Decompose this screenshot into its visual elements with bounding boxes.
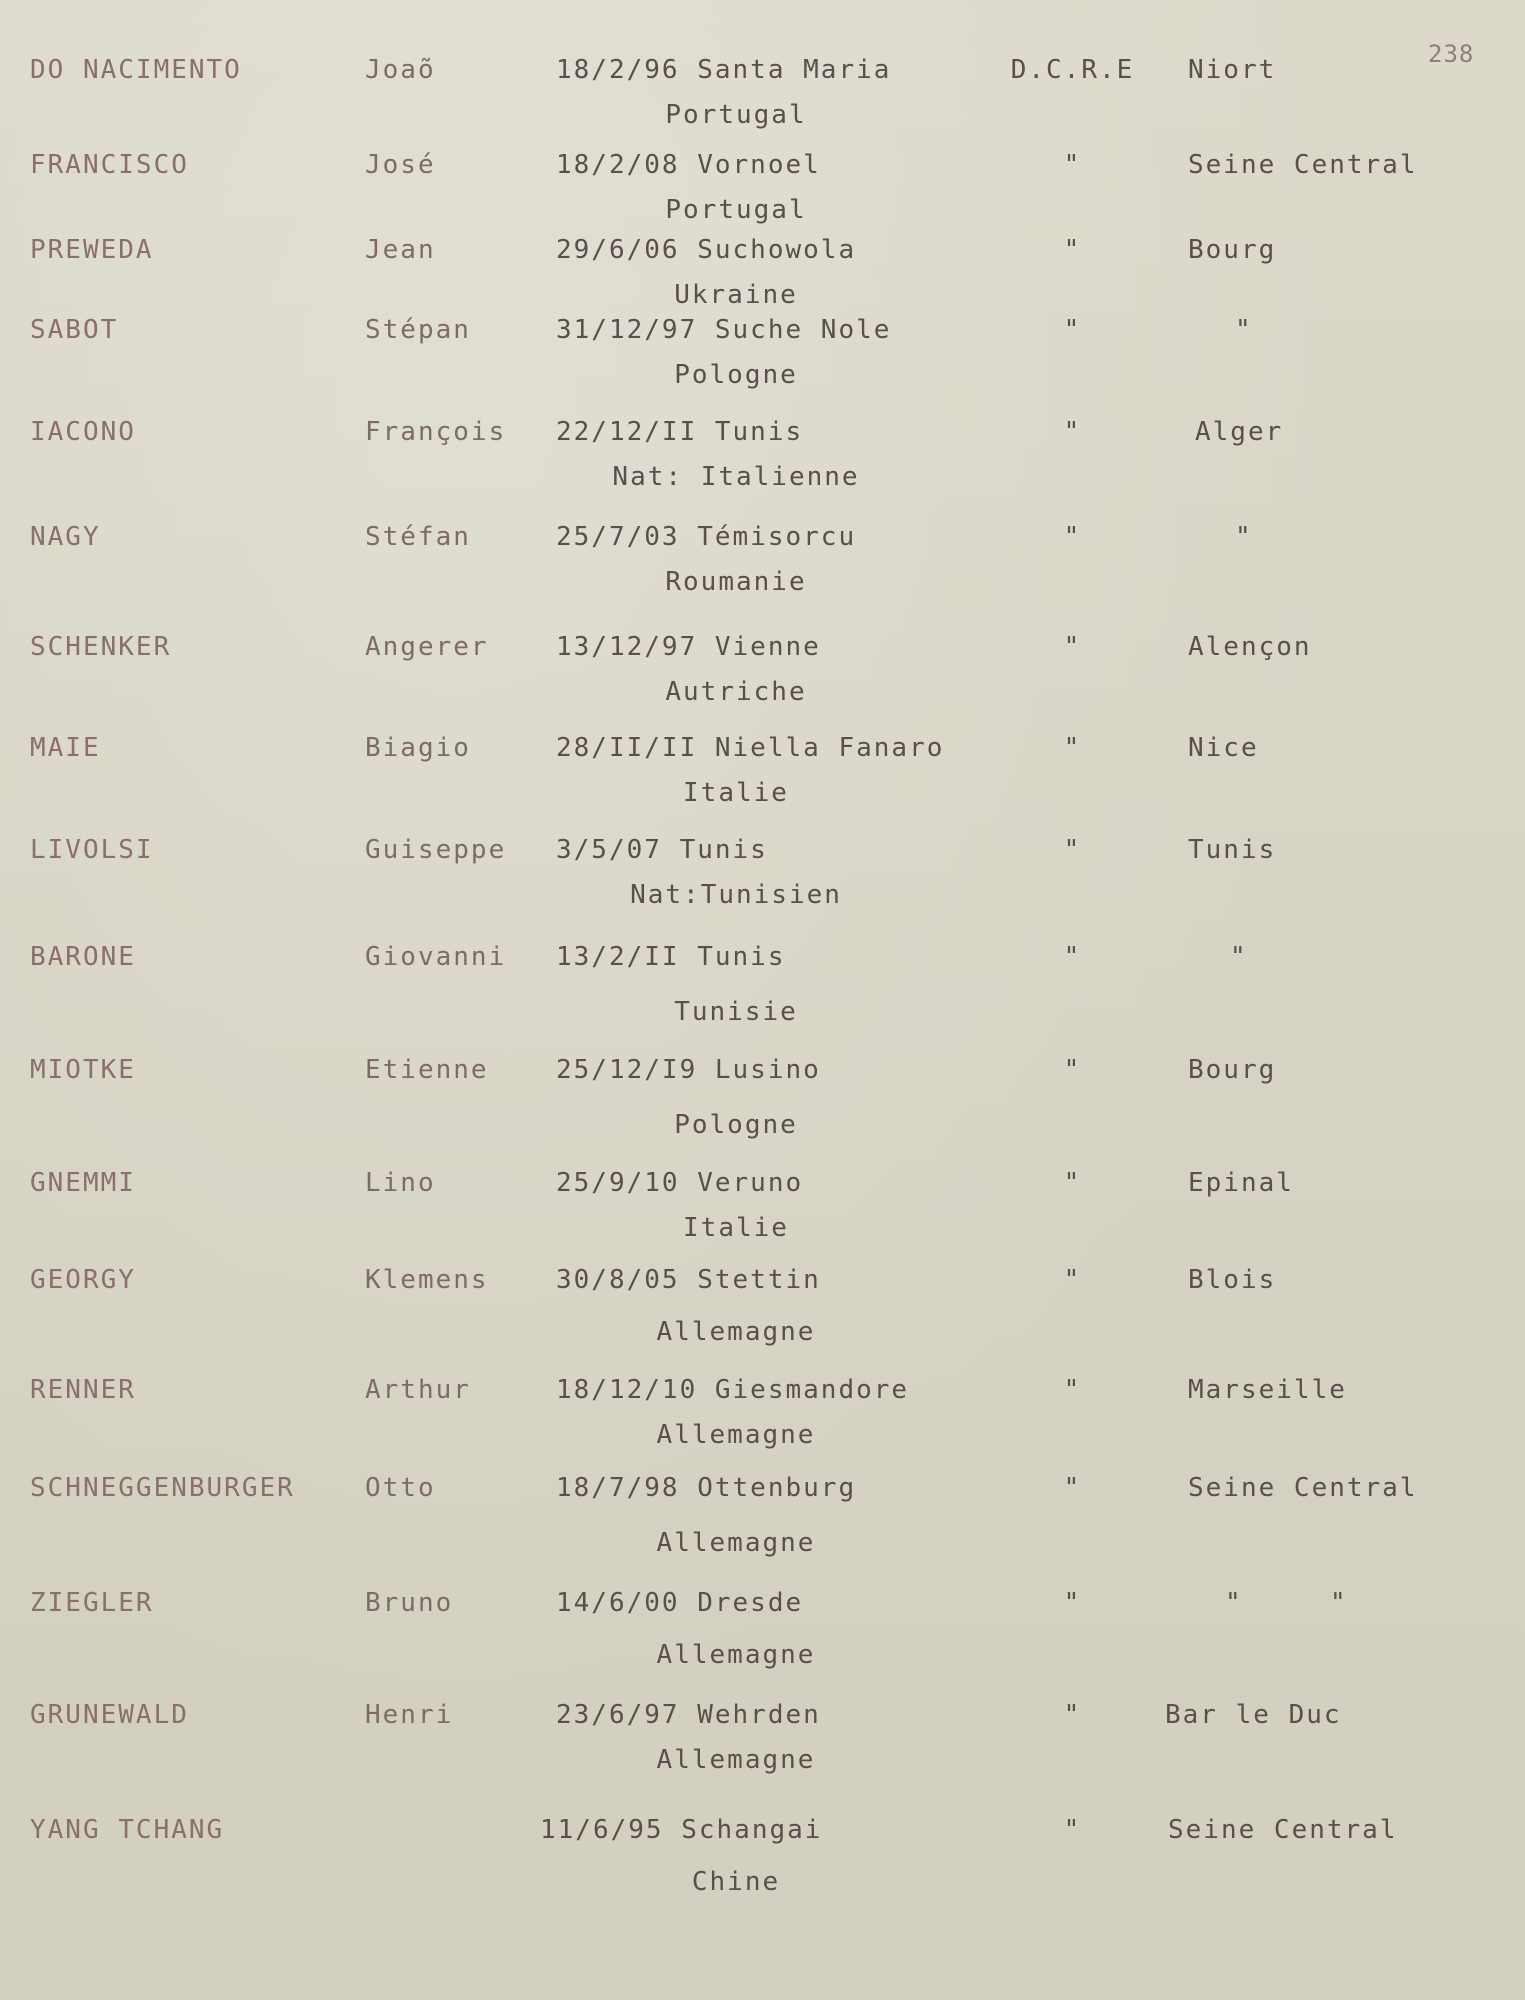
first-name: Giovanni (365, 942, 507, 972)
destination: Alençon (1188, 632, 1312, 662)
nationality: Allemagne (656, 1528, 816, 1558)
surname: GRUNEWALD (30, 1700, 189, 1730)
birth-date-place: 13/12/97 Vienne (556, 632, 821, 662)
birth-date-place: 25/7/03 Témisorcu (556, 522, 857, 552)
table-row (0, 1815, 1525, 1905)
service: D.C.R.E (1010, 55, 1135, 85)
surname: PREWEDA (30, 235, 154, 265)
table-row (0, 235, 1525, 325)
service: " (1063, 1265, 1082, 1295)
birth-date-place: 30/8/05 Stettin (556, 1265, 821, 1295)
nationality: Italie (683, 778, 789, 808)
first-name: Guiseppe (365, 835, 507, 865)
service: " (1063, 733, 1082, 763)
table-row (0, 55, 1525, 145)
destination: Nice (1188, 733, 1259, 763)
destination: Seine Central (1188, 1473, 1418, 1503)
service: " (1063, 1700, 1082, 1730)
birth-date-place: 18/12/10 Giesmandore (556, 1375, 910, 1405)
service: " (1063, 1055, 1082, 1085)
table-row (0, 1055, 1525, 1145)
birth-date-place: 18/2/08 Vornoel (556, 150, 821, 180)
nationality: Portugal (665, 195, 807, 225)
first-name: Bruno (365, 1588, 454, 1618)
surname: DO NACIMENTO (30, 55, 242, 85)
surname: MIOTKE (30, 1055, 136, 1085)
birth-date-place: 3/5/07 Tunis (556, 835, 768, 865)
first-name: François (365, 417, 507, 447)
birth-date-place: 22/12/II Tunis (556, 417, 804, 447)
service: " (1063, 522, 1082, 552)
service: " (1063, 835, 1082, 865)
surname: LIVOLSI (30, 835, 154, 865)
surname: NAGY (30, 522, 101, 552)
destination: " (1235, 522, 1253, 552)
table-row (0, 733, 1525, 823)
table-row (0, 1700, 1525, 1790)
surname: GEORGY (30, 1265, 136, 1295)
surname: SCHENKER (30, 632, 172, 662)
destination: Seine Central (1168, 1815, 1398, 1845)
birth-date-place: 25/9/10 Veruno (556, 1168, 804, 1198)
nationality: Allemagne (656, 1640, 816, 1670)
table-row (0, 632, 1525, 722)
service: " (1063, 235, 1082, 265)
nationality: Nat: Italienne (612, 462, 860, 492)
service: " (1063, 1168, 1082, 1198)
first-name: Jean (365, 235, 436, 265)
table-row (0, 315, 1525, 405)
birth-date-place: 11/6/95 Schangai (540, 1815, 823, 1845)
first-name: Stépan (365, 315, 471, 345)
nationality: Chine (691, 1867, 781, 1897)
surname: ZIEGLER (30, 1588, 154, 1618)
surname: BARONE (30, 942, 136, 972)
destination: Blois (1188, 1265, 1277, 1295)
destination: Seine Central (1188, 150, 1418, 180)
surname: YANG TCHANG (30, 1815, 225, 1845)
first-name: Stéfan (365, 522, 471, 552)
table-row (0, 1168, 1525, 1258)
nationality: Pologne (674, 1110, 798, 1140)
nationality: Portugal (665, 100, 807, 130)
table-row (0, 942, 1525, 1032)
destination: " (1230, 942, 1248, 972)
table-row (0, 1588, 1525, 1678)
surname: MAIE (30, 733, 101, 763)
birth-date-place: 14/6/00 Dresde (556, 1588, 804, 1618)
birth-date-place: 13/2/II Tunis (556, 942, 786, 972)
destination: Tunis (1188, 835, 1277, 865)
birth-date-place: 29/6/06 Suchowola (556, 235, 857, 265)
nationality: Allemagne (656, 1745, 816, 1775)
destination: " (1225, 1588, 1243, 1618)
surname: IACONO (30, 417, 136, 447)
service: " (1063, 150, 1082, 180)
destination: " (1235, 315, 1253, 345)
surname: GNEMMI (30, 1168, 136, 1198)
service: " (1063, 632, 1082, 662)
destination: Marseille (1188, 1375, 1347, 1405)
service: " (1063, 942, 1082, 972)
nationality: Ukraine (674, 280, 798, 310)
birth-date-place: 25/12/I9 Lusino (556, 1055, 821, 1085)
surname: FRANCISCO (30, 150, 189, 180)
first-name: Klemens (365, 1265, 489, 1295)
birth-date-place: 18/7/98 Ottenburg (556, 1473, 857, 1503)
page-number: 238 (1428, 40, 1475, 68)
table-row (0, 835, 1525, 925)
service: " (1063, 417, 1082, 447)
birth-date-place: 18/2/96 Santa Maria (556, 55, 892, 85)
first-name: Etienne (365, 1055, 489, 1085)
first-name: Otto (365, 1473, 436, 1503)
table-row (0, 1375, 1525, 1465)
first-name: Arthur (365, 1375, 471, 1405)
nationality: Pologne (674, 360, 798, 390)
birth-date-place: 31/12/97 Suche Nole (556, 315, 892, 345)
first-name: Henri (365, 1700, 454, 1730)
service: " (1063, 1375, 1082, 1405)
destination: Bar le Duc (1165, 1700, 1342, 1730)
table-row (0, 1265, 1525, 1355)
first-name: Lino (365, 1168, 436, 1198)
table-row (0, 150, 1525, 240)
first-name: Biagio (365, 733, 471, 763)
table-row (0, 1473, 1525, 1563)
nationality: Tunisie (674, 997, 798, 1027)
surname: RENNER (30, 1375, 136, 1405)
surname: SABOT (30, 315, 119, 345)
table-row (0, 417, 1525, 507)
nationality: Nat:Tunisien (630, 880, 842, 910)
destination: Bourg (1188, 1055, 1277, 1085)
destination: Epinal (1188, 1168, 1294, 1198)
destination-ditto: " (1330, 1588, 1348, 1618)
nationality: Roumanie (665, 567, 807, 597)
destination: Alger (1195, 417, 1284, 447)
table-row (0, 522, 1525, 612)
nationality: Allemagne (656, 1317, 816, 1347)
first-name: Angerer (365, 632, 489, 662)
first-name: José (365, 150, 436, 180)
service: " (1063, 1815, 1082, 1845)
service: " (1063, 1473, 1082, 1503)
surname: SCHNEGGENBURGER (30, 1473, 295, 1503)
service: " (1063, 315, 1082, 345)
destination: Bourg (1188, 235, 1277, 265)
nationality: Allemagne (656, 1420, 816, 1450)
birth-date-place: 28/II/II Niella Fanaro (556, 733, 945, 763)
birth-date-place: 23/6/97 Wehrden (556, 1700, 821, 1730)
nationality: Italie (683, 1213, 789, 1243)
first-name: Joaõ (365, 55, 436, 85)
nationality: Autriche (665, 677, 807, 707)
destination: Niort (1188, 55, 1277, 85)
service: " (1063, 1588, 1082, 1618)
